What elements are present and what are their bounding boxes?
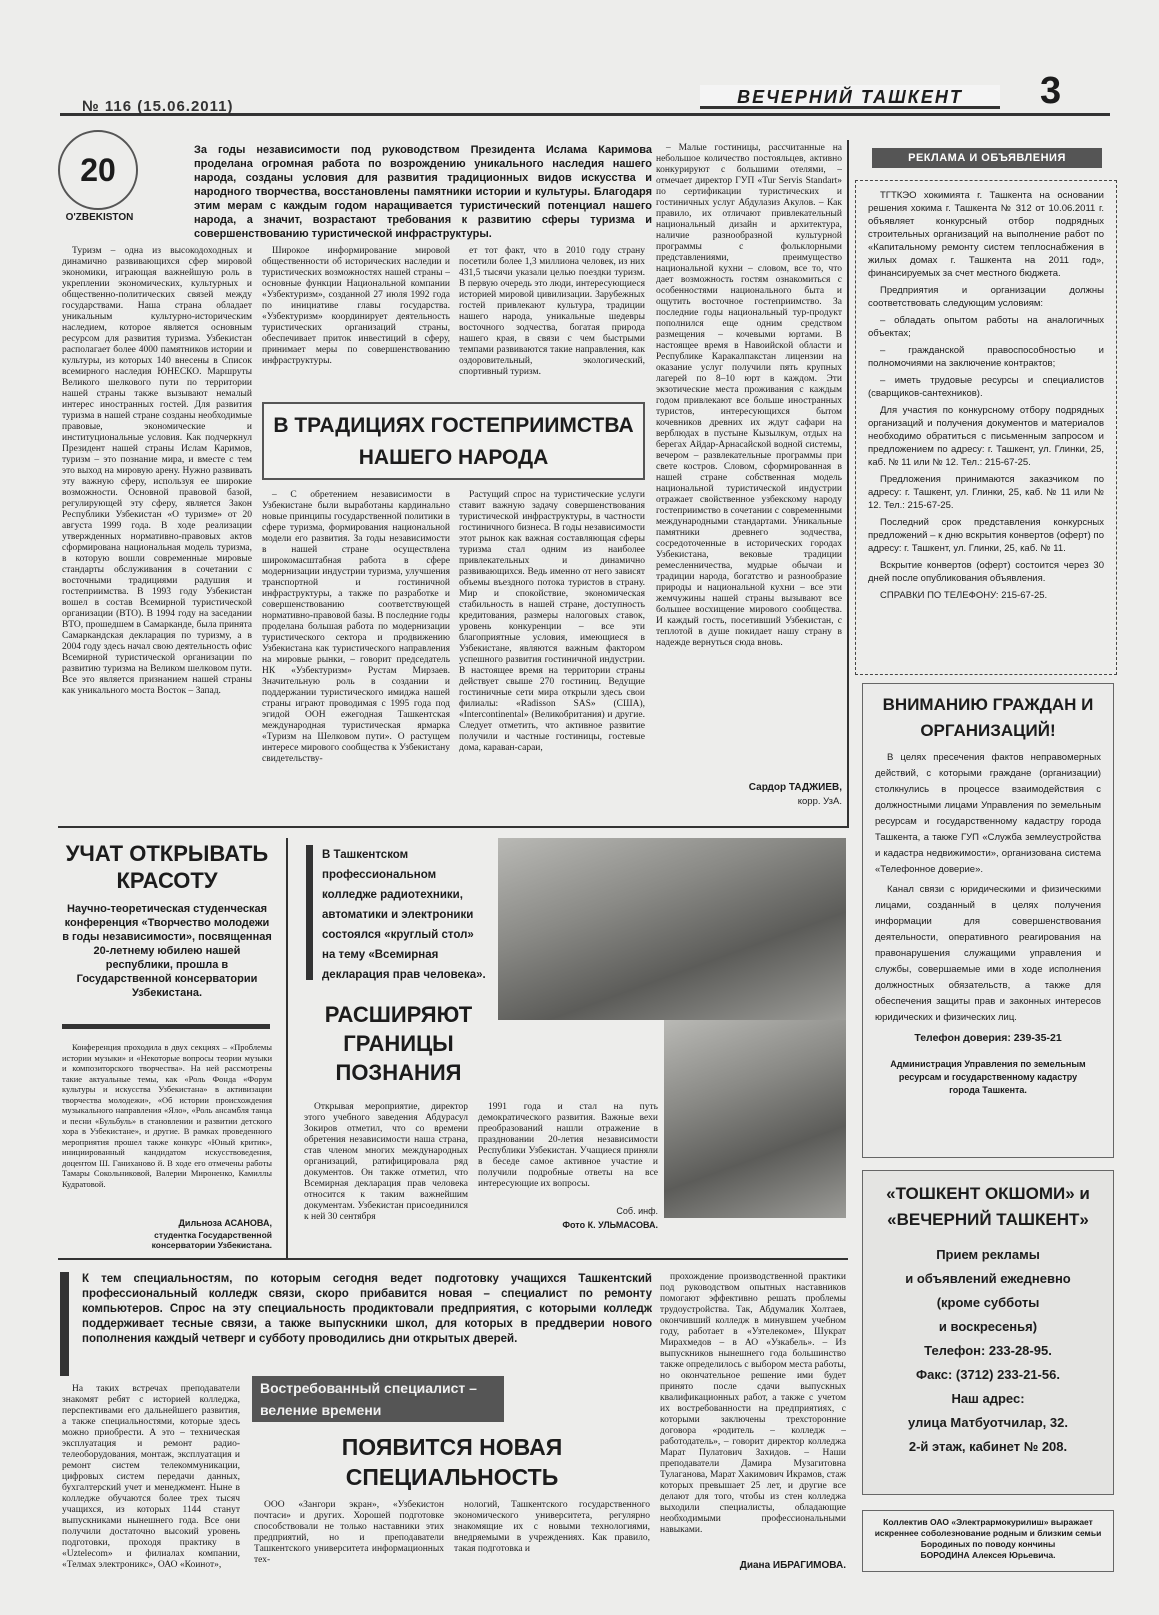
article1-author: Сардор ТАДЖИЕВ, [748, 782, 842, 793]
notice-title: ВНИМАНИЮ ГРАЖДАН И ОРГАНИЗАЦИЙ! [882, 695, 1094, 740]
obituary-text: Коллектив ОАО «Электрармокурилиш» выражает искреннее соболезнование родным и близким семьи Бородиных по поводу кончины [874, 1517, 1102, 1549]
article1-col3a: ет тот факт, что в 2010 году страну посетили более 1,3 миллиона человек, из них 431,5 тысячи указали целью поездки туризм. В первую очередь это люди, интересующиеся историей мировой цивилизации. Зарубежных гостей привлекают культура, традиции нашего народа, уникальные шедевры восточного зодчества, богатая природа нашего края, в связи с чем быстрыми темпами развиваются такие направления, как оздоровительный, экологический, спортивный туризм. [459, 246, 645, 377]
promo-addr1: улица Матбуотчилар, 32. [908, 1415, 1068, 1430]
article3-photo-credit: Фото К. УЛЬМАСОВА. [562, 1220, 658, 1230]
promo-title: «ТОШКЕНТ ОКШОМИ» и «ВЕЧЕРНИЙ ТАШКЕНТ» [886, 1184, 1090, 1229]
article1-lead: За годы независимости под руководством Президента Ислама Каримова проделана огромная работа по возрождению уникального наследия нашего народа, созданы условия для развития традиционных видов искусства и народного творчества, восстановлены памятники истории и культуры. Благодаря этим мерам с каждым годом наращивается туристический потенциал нашего народа, а значит, возрастают требования к развитию сферы туризма и совершенствованию туристической инфраструктуры. [194, 144, 652, 240]
promo-addr2: 2-й этаж, кабинет № 208. [908, 1439, 1068, 1454]
article3-bottom-rule [58, 1258, 848, 1260]
article1-bottom-rule [58, 826, 848, 828]
article2-author: Дильноза АСАНОВА, [178, 1218, 272, 1228]
article2-rule [62, 1024, 270, 1029]
article1-col2a: Широкое информирование мировой общественности об исторических наследии и туристических возможностях нашей страны – основные функции Национальной компании «Узбектуризм», созданной 27 июля 1992 года по инициативе главы государства. «Узбектуризм» координирует деятельность туристических организаций страны, обеспечивает приток инвестиций в сферу, принимает меры по совершенствованию инфраструктуры. [262, 246, 450, 366]
promo-line2: и объявлений ежедневно [905, 1271, 1071, 1286]
article1-author-role: корр. УзА. [797, 796, 842, 807]
article4-headline: ПОЯВИТСЯ НОВАЯ СПЕЦИАЛЬНОСТЬ [341, 1434, 563, 1490]
article4-author: Диана ИБРАГИМОВА. [739, 1560, 846, 1571]
article2-body: Конференция проходила в двух секциях – «Проблемы истории музыки» и «Некоторые вопросы теории музыки и композиторского творчества». На ней рассмотрены такие актуальные темы, как «Роль Фонда «Форум культуры и искусства Узбекистана» в активизации творчества молодежи», «Об истории происхождения музыкального направления «Яло», «Роль ансамбля танца и песни «Бульбуль» в становлении и развитии детского хора в Узбекистане», и другие. В рамках проведенного мероприятия прошел также конкурс «Юный критик», инициированный кандидатом искусствоведения, доцентом Ш. Ганиханово й. В ходе его отмечены работы Тамары Сокольниковой, Валерии Мироненко, Камиллы Кудратовой. [62, 1042, 272, 1189]
article1-col3b: Растущий спрос на туристические услуги ставит важную задачу совершенствования туристической инфраструктуры, в частности гостиничного бизнеса. В годы независимости этот рынок как важная составляющая сферы туризма стал одним из наиболее привлекательных и динамично развивающихся. Ведь именно от него зависят объемы въездного потока туристов в страну. Мир и спокойствие, экономическая стабильность в нашей стране, доступность кредитования, размеры налоговых ставок, уровень конкуренции – все эти благоприятные условия, имеющиеся в Узбекистане, являются важным фактором успешного развития гостиничной индустрии. В настоящее время на территории страны действует свыше 270 гостиниц. Ведущие гостиничные сети мира открыли здесь свои филиалы: «Radisson SAS» (США), «Intercontinental» (Великобритания) и другие. Следует отметить, что активное развитие получили и частные гостиницы, гостевые дома, караван-сараи, [459, 490, 645, 753]
promo-line1: Прием рекламы [936, 1247, 1040, 1262]
article1-col2b: – С обретением независимости в Узбекистане были выработаны кардинально новые принципы государственной политики в сфере туризма, формирования национальной модели его развития. За годы независимости в нашей стране осуществлена широкомасштабная работа в сфере модернизации индустрии туризма, улучшения транспортной и гостиничной инфраструктуры, а также по разработке и совершенствованию соответствующей нормативно-правовой базы. В последние годы проделана большая работа по модернизации туристического сектора и продвижению Узбекистана как туристического направления на мировые рынки, – говорит председатель НК «Узбектуризм» Рустам Мирзаев. Значительную роль в создании и поддержании туристического имиджа нашей страны играют проводимая с 1995 года под эгидой ООН ежегодная Ташкентская международная туристическая ярмарка «Туризм на Шелковом пути». О растущем интересе мирового сообщества к Узбекистану свидетельству- [262, 490, 450, 764]
obituary [862, 1510, 1114, 1572]
article-divider [286, 838, 288, 1258]
seal-caption: O'ZBEKISTON [65, 212, 134, 223]
promo-line4: и воскресенья) [938, 1319, 1038, 1334]
seal-number: 20 [80, 151, 116, 188]
college-class-photo-1 [498, 838, 846, 1020]
ads-banner: РЕКЛАМА И ОБЪЯВЛЕНИЯ [872, 148, 1102, 168]
article3-source: Соб. инф. [616, 1206, 658, 1216]
obituary-name: БОРОДИНА Алексея Юрьевича. [920, 1550, 1056, 1560]
article3-col2: 1991 года и стал на путь демократического развития. Важные вехи преобразований нашли отражение в праздновании 20-летия независимости Республики Узбекистан. Учащиеся приняли в беседе самое активное участие и получили подробные ответы на все интересующие их вопросы. [478, 1102, 658, 1189]
advert-promo [862, 1170, 1114, 1495]
article4-col3: нологий, Ташкентского государственного экономического университета, регулярно знакомящие их с новыми технологиями, внедряемыми в учреждениях. Как правило, такая подготовка и [454, 1500, 650, 1554]
article1-col4: – Малые гостиницы, рассчитанные на небольшое количество постояльцев, активно конкурируют с большими отелями, – отмечает директор ГУП «Tur Servis Standart» по сертификации туристических и гостиничных услуг Абдулазиз Акулов. – Как правило, их отличают привлекательный национальный дизайн и архитектура, наличие разнообразной культурной программы с фольклорными представлениями, преимущество национальной кухни – словом, все то, что дает возможность гостям ознакомиться с особенностями национального быта и ощутить восточное гостеприимство. За последние годы национальный тур-продукт пополнился еще одним средством размещения – кочевыми юртами. В настоящее время в Навоийской области и Республике Каракалпакстан лицензии на оказание услуг получили пять крупных лагерей по 8–10 юрт в каждом. Эти экзотические места проживания с каждым годом привлекают все больше иностранных туристов, интересующихся бытом кочевников древних их ждут сафари на верблюдах в пустыне Кызылкум, отдых на берегах Айдар-Арнасайской водной системы, вечером – развлекательные программы при свете костров. Словом, сформированная в нашей стране собственная модель национальной туристической индустрии отражает свойственное узбекскому народу гостеприимство в сочетании с современными международными стандартами. Уникальные памятники древнего зодчества, сосредоточенные в исторических городах Узбекистана, вековые традиции ремесленничества, мудрые обычаи и традиции народа, богатство и разнообразие природы и национальной кухни – все эти жемчужины нашей страны вызывают все большее восхищение мирового сообщества. И каждый гость, посетивший Узбекистан, с теплотой в душе покидает нашу страну в надежде вернуться сюда вновь. [656, 143, 842, 648]
page-number: 3 [1040, 70, 1062, 112]
college-class-photo-2 [664, 1020, 846, 1218]
article2-lead: Научно-теоретическая студенческая конференция «Творчество молодежи в годы независимости», посвященная 20-летнему юбилею нашей республики, прошла в Государственной консерватории Узбекистана. [62, 903, 272, 999]
issue-number: № 116 (15.06.2011) [82, 98, 234, 115]
notice-phone: Телефон доверия: 239-35-21 [914, 1032, 1062, 1044]
article1-headline: В ТРАДИЦИЯХ ГОСТЕПРИИМСТВА НАШЕГО НАРОДА [262, 402, 645, 480]
article4-col4: прохождение производственной практики под руководством опытных наставников помогают эффективно решать проблемы трудоустройства. Так, Абдумалик Холтаев, окончивший колледж в минувшем учебном году, работает в «Узтелекоме», Шукрат Мирахмедов – в АО «Узкабель». – Из выпускников нынешнего года большинство также определилось с выбором места работы, но окончательное решение ими будет принято после сдачи выпускных квалификационных работ, а также с учетом их востребованности на предприятиях, с которыми заключены трехсторонние договора «родитель – колледж – работодатель», – говорит директор колледжа Марат Пулатович Захидов. – Наши преподаватели Дамира Музагитовна Тулаганова, Марат Хакимович Икрамов, стаж которых превышает 25 лет, и другие все делают для того, чтобы из стен колледжа выходили специалисты, обладающие необходимыми профессиональными навыками. [660, 1272, 846, 1535]
tender-ad: ТГТКЭО хокимията г. Ташкента на основании решения хокима г. Ташкента № 312 от 10.06.2011 г. объявляет конкурсный отбор подрядных строительных организаций на выполнение работ по «Капитальному ремонту систем теплоснабжения в жилых домах г. Ташкента на 2011 год», финансируемых за счет местного бюджета. Предприятия и организации должны соответствовать следующим условиям: – обладать опытом работы на аналогичных объектах; – гражданской правоспособностью и полномочиями на заключение контрактов; – иметь трудовые ресурсы и специалистов (сварщиков-сантехников). Для участия по конкурсному отбору подрядных организаций и получения документов и материалов необходимо обратиться с письменным запросом и предложением по адресу: г. Ташкент, ул. Глинки, 25, каб. № 11 или № 12. Тел.: 215-67-25. Предложения принимаются заказчиком по адресу: г. Ташкент, ул. Глинки, 25, каб. № 11 или № 12. Тел.: 215-67-25. Последний срок представления конкурсных предложений – к дню вскрытия конвертов (оферт) по адресу: г. Ташкент, ул. Глинки, 25, каб. № 11. Вскрытие конвертов (оферт) состоится через 30 дней после опубликования объявления. СПРАВКИ ПО ТЕЛЕФОНУ: 215-67-25. [855, 180, 1117, 675]
article4-col2: ООО «Зангори экран», «Узбекистон почтаси» и других. Хорошей подготовке способствовали не только наставники этих предприятий, но и преподаватели Ташкентского университета информационных тех- [254, 1500, 444, 1565]
article1-right-rule [847, 140, 849, 828]
article4-col1: На таких встречах преподаватели знакомят ребят с историей колледжа, перспективами его дальнейшего развития, а также специальностями, которые здесь можно приобрести. А это – техническая эксплуатация и ремонт радио- телеоборудования, монтаж, эксплуатация и ремонт систем телекоммуникации, цифровых систем передачи данных, бухгалтерский учет и менеджмент. Ныне в колледже обучаются более трех тысяч учащихся, из которых 1144 станут выпускниками нынешнего года. Все они получили достаточно высокий уровень подготовки, проходя практику в «Uztelecom» и филиалах компании, «Телмах электроникс», ОАО «Коинот», [62, 1384, 240, 1570]
article3-headline: РАСШИРЯЮТ ГРАНИЦЫ ПОЗНАНИЯ [324, 1002, 473, 1085]
article3-col1: Открывая мероприятие, директор этого учебного заведения Абдурасул Зокиров отметил, что со времени обретения независимости наша страна, став членом многих международных организаций, ратифицировала ряд документов. Он также отметил, что Всемирная декларация прав человека относится к таким важнейшим документам. Узбекистан присоединился к ней 30 сентября [304, 1102, 468, 1222]
promo-fax: Факс: (3712) 233-21-56. [916, 1367, 1060, 1382]
article4-lead-bar [60, 1272, 69, 1376]
article1-col1: Туризм – одна из высокодоходных и динамично развивающихся сфер мировой экономики, играющая важнейшую роль в укреплении экономических, культурных и общественно-политических связей между государствами. Наша страна обладает уникальным культурно-историческим наследием, которое является основным ресурсом для развития туризма. Узбекистан располагает более 4000 памятников истории и культуры, из которых 140 внесены в Список всемирного наследия ЮНЕСКО. Маршруты Великого шелкового пути по территории нашей страны также вызывают немалый интерес иностранных гостей. Для развития туризма в нашей стране созданы необходимые правовые, экономические и институциональные условия. Как подчеркнул Президент нашей страны Ислам Каримов, туризм – это познание мира, и вместе с тем это выход на мировую арену. Нужно развивать эту важную сферу, используя ее широкие возможности. Основной правовой базой, регулирующей эту сферу, является Закон Республики Узбекистан «О туризме» от 20 августа 1999 года. В ходе реализации утвержденных нормативно-правовых актов сформирована национальная модель туризма, в которую вошли современные мировые стандарты обслуживания в сочетании с восточными традициями радушия и гостеприимства. В 1993 году Узбекистан вошел в состав Всемирной туристической организации (ВТО). В 1994 году на заседании ВТО, прошедшем в Самарканде, была принята Самаркандская декларация по туризму, а в 2004 году здесь начал свою деятельность офис Всемирной туристической организации по развитию туризма на Великом шелковом пути. Все это является признанием нашей страны как уникального моста Восток – Запад. [62, 246, 252, 696]
hotline-notice: ВНИМАНИЮ ГРАЖДАН И ОРГАНИЗАЦИЙ! В целях пресечения фактов неправомерных действий, с которыми граждане (организации) столкнулись в процессе взаимодействия с должностными лицами Управления по земельным ресурсам и государственному кадастру города Ташкента, а также ГУП «Служба землеустройства и кадастра недвижимости», организована система «Телефонное доверие». Канал связи с юридическими и физическими лицами, созданный в целях получения информации для совершенствования деятельности, оперативного реагирования на правонарушения служащими управления и службы, совершаемые ими в ходе исполнения должностных обязательств, а также для обеспечения защиты прав и законных интересов юридических и физических лиц. Телефон доверия: 239-35-21 Администрация Управления по земельным ресурсам и государственному кадастру города Ташкента. [862, 683, 1114, 1158]
article2-headline: УЧАТ ОТКРЫВАТЬ КРАСОТУ [65, 841, 269, 893]
independence-seal [58, 130, 138, 210]
newspaper-title: ВЕЧЕРНИЙ ТАШКЕНТ [700, 85, 1000, 109]
promo-phone: Телефон: 233-28-95. [924, 1343, 1052, 1358]
article3-lead: В Ташкентском профессиональном колледже радиотехники, автоматики и электроники состоялся «круглый стол» на тему «Всемирная декларация прав человека». [322, 849, 486, 981]
promo-line3: (кроме субботы [936, 1295, 1040, 1310]
promo-addr-label: Наш адрес: [951, 1391, 1025, 1406]
article4-lead: К тем специальностям, по которым сегодня ведет подготовку учащихся Ташкентский профессиональный колледж связи, скоро прибавится новая – специалист по ремонту компьютеров. Спрос на эту специальность продиктовали предприятия, с которыми колледж поддерживает тесные связи, а также выпускники школ, для которых в преддверии нового пополнения каждый четверг и субботу проводились дни открытых дверей. [82, 1273, 652, 1345]
notice-signature: Администрация Управления по земельным ресурсам и государственному кадастру города Ташкента. [890, 1059, 1086, 1095]
article2-author-role: студентка Государственной консерватории Узбекистана. [151, 1230, 272, 1250]
article4-rubric: Востребованный специалист – веление времени [252, 1376, 504, 1422]
article3-lead-bar [306, 845, 313, 980]
